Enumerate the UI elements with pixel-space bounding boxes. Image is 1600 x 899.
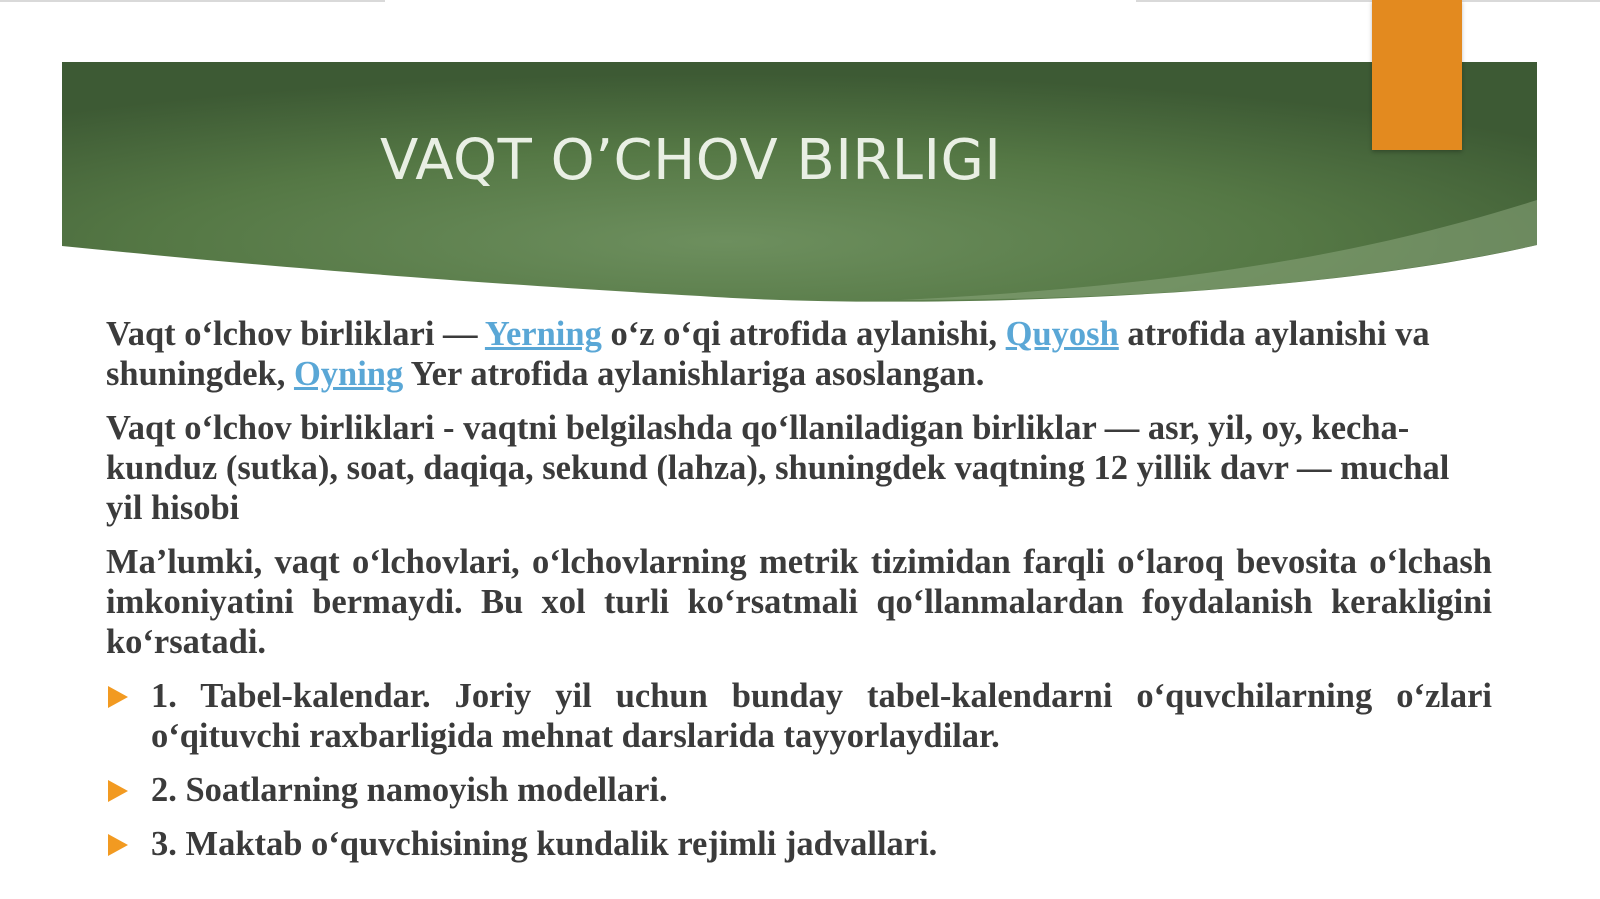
bullet-item-text: 1. Tabel-kalendar. Joriy yil uchun bunday tabel-kalendarni o‘quvchilarning o‘zlari o‘qituvchi raxbarligida mehnat darslarida tayyorlaydilar. (151, 677, 1492, 755)
bullet-arrow-icon (108, 780, 128, 802)
paragraph-2: Vaqt o‘lchov birliklari - vaqtni belgilashda qo‘llaniladigan birliklar — asr, yil, oy, kecha-kunduz (sutka), soat, daqiqa, sekund (lahza), shuningdek vaqtning 12 yillik davr — muchal yil hisobi (106, 409, 1450, 527)
bullet-list (106, 676, 1492, 864)
bullet-arrow-icon (108, 834, 128, 856)
slide-title: VAQT O’CHOV BIRLIGI (380, 128, 1002, 193)
link-yerning[interactable]: Yerning (484, 315, 602, 353)
paragraph-1-text-c: atrofida aylanishi va shuningdek, (106, 315, 1430, 393)
bullet-item-1 (106, 676, 1492, 756)
bullet-item-text: 3. Maktab o‘quvchisining kundalik rejimli jadvallari. (151, 825, 938, 863)
orange-accent-tab (1372, 0, 1462, 150)
paragraph-3: Ma’lumki, vaqt o‘lchovlari, o‘lchovlarning metrik tizimidan farqli o‘laroq bevosita o‘lchash imkoniyatini bermaydi. Bu xol turli ko‘rsatmali qo‘llanmalardan foydalanish kerakligini ko‘rsatadi. (106, 543, 1492, 661)
slide-body (106, 314, 1492, 878)
bullet-item-text: 2. Soatlarning namoyish modellari. (151, 771, 668, 809)
bullet-item-3 (106, 824, 1492, 864)
paragraph-1-text-d: Yer atrofida aylanishlariga asoslangan. (403, 355, 985, 393)
bullet-item-2 (106, 770, 1492, 810)
link-quyosh[interactable]: Quyosh (1005, 315, 1119, 353)
paragraph-1-text-a: Vaqt o‘lchov birliklari — (106, 315, 485, 353)
paragraph-1 (106, 314, 1492, 394)
link-oyning[interactable]: Oyning (293, 355, 404, 393)
paragraph-1-text-b: o‘z o‘qi atrofida aylanishi, (601, 315, 1006, 353)
bullet-arrow-icon (108, 686, 128, 708)
